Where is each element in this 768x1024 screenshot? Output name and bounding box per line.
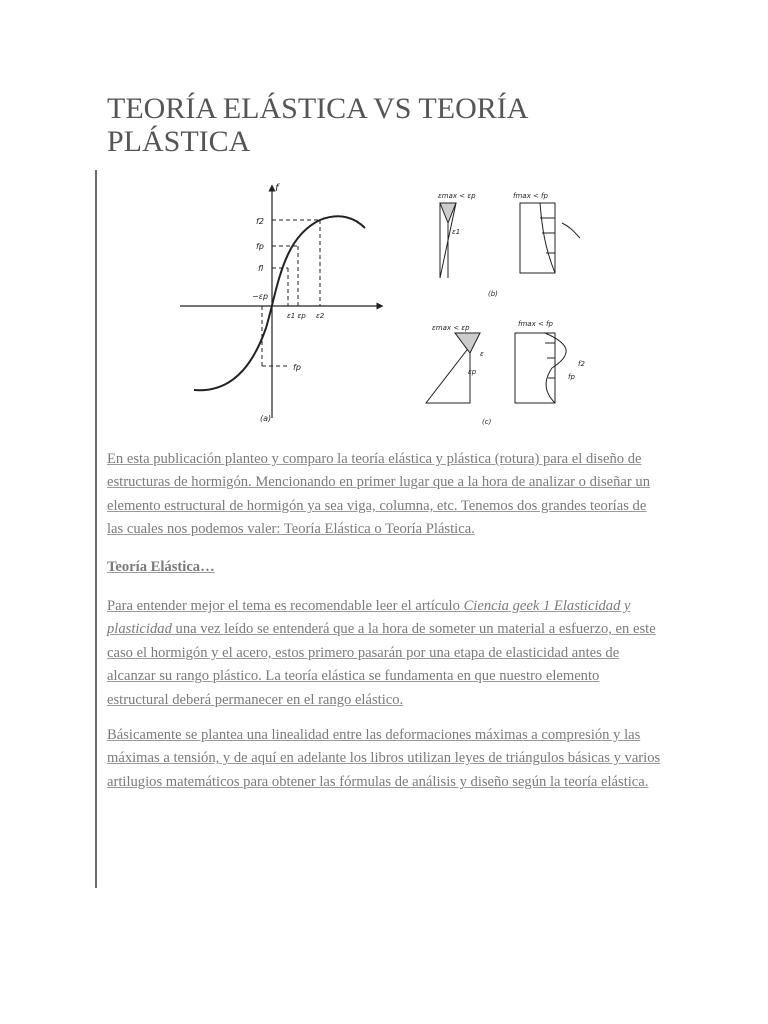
e-small-label: ε (480, 350, 484, 358)
neg-fp-label: fp (293, 363, 301, 372)
e2-label: ε2 (316, 312, 325, 320)
fb-top-label: fmax < fp (513, 192, 548, 200)
paragraph-elasticidad-pre: Para entender mejor el tema es recomendable leer el artículo (107, 598, 464, 615)
fp-small-label: fp (568, 373, 575, 381)
f2-label: f2 (256, 217, 264, 226)
axis-f-label: f (275, 183, 279, 194)
panel-c (426, 333, 566, 403)
label-b: (b) (488, 290, 498, 298)
eb-top-label: εmax < εp (438, 192, 476, 200)
fp-label: fp (256, 242, 264, 251)
page-title: TEORÍA ELÁSTICA VS TEORÍA PLÁSTICA (107, 92, 527, 158)
e1-label: ε1 (452, 228, 461, 236)
paragraph-linealidad: Básicamente se plantea una linealidad entre las deformaciones máximas a compresión y las máximas a tensión, y de aquí en adelante los libros utilizan leyes de triángulos básicas y varios artilugios matemáticos para obtener las fórmulas de análisis y diseño según la teoría elástica. (107, 727, 661, 790)
panel-a (180, 188, 380, 418)
eps-ticks-label: ε1 εp (287, 312, 306, 320)
fl-label: fl (258, 264, 264, 273)
stress-strain-figure (170, 178, 620, 433)
paragraph-elasticidad-post: una vez leído se entenderá que a la hora de someter un material a esfuerzo, en este caso el hormigón y el acero, estos primero pasarán por una etapa de elasticidad antes de alcanzar su rango plástico. La teoría elástica se fundamenta en que nuestro elemento estructural deberá permanecer en el rango elástico. (107, 621, 656, 708)
fc-top-label: fmax < fp (518, 320, 553, 328)
paragraph-elasticidad (107, 595, 662, 712)
ec-top-label: εmax < εp (432, 324, 470, 332)
neg-ep-label: −εp (252, 292, 269, 301)
f2-small-label: f2 (578, 360, 585, 368)
panel-b (440, 203, 580, 278)
article-body (107, 448, 662, 806)
label-a: (a) (260, 414, 272, 423)
label-c: (c) (482, 418, 492, 426)
paragraph-intro: En esta publicación planteo y comparo la teoría elástica y plástica (rotura) para el diseño de estructuras de hormigón. Mencionando en primer lugar que a la hora de analizar o diseñar un elemento estructural de hormigón ya sea viga, columna, etc. Tenemos dos grandes teorías de las cuales nos podemos valer: Teoría Elástica o Teoría Plástica. (107, 451, 651, 538)
ep-small-label: εp (468, 368, 477, 376)
left-border-line (95, 170, 97, 888)
link-ciencia-geek[interactable]: Ciencia geek 1 Elasticidad y plasticidad (107, 598, 631, 638)
section-heading-elastica: Teoría Elástica… (107, 558, 215, 575)
